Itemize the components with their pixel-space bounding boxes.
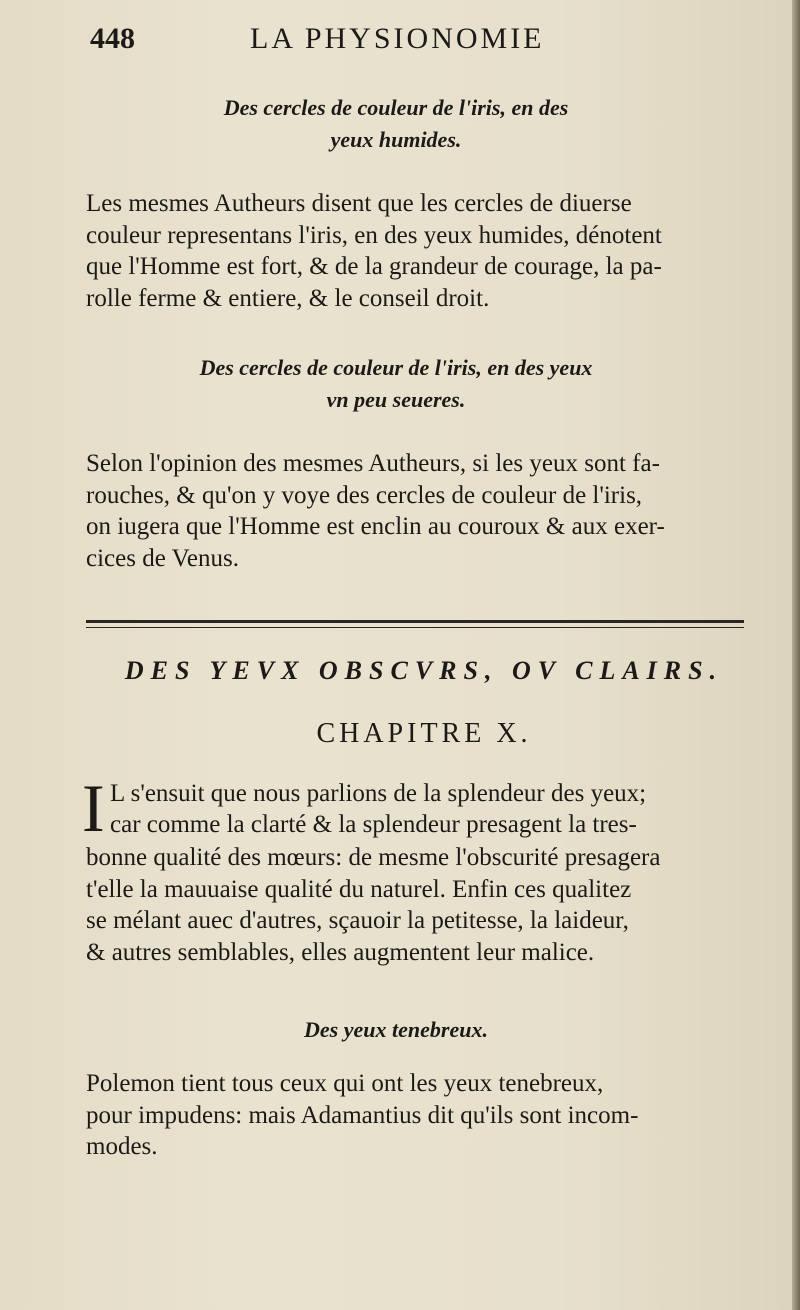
drop-cap: I	[82, 770, 105, 846]
text-line: rouches, & qu'on y voye des cercles de couleur de l'iris,	[86, 481, 643, 509]
chapter-number: CHAPITRE X.	[316, 718, 532, 749]
paragraph	[110, 778, 762, 810]
running-title: LA PHYSIONOMIE	[250, 22, 545, 55]
page-number: 448	[90, 22, 135, 55]
paragraph	[110, 809, 762, 841]
text-line: & autres semblables, elles augmentent leur malice.	[86, 938, 595, 966]
chapter-heading: DES YEVX OBSCVRS, OV CLAIRS.	[124, 656, 724, 685]
text-line: pour impudens: mais Adamantius dit qu'ils sont incom-	[86, 1101, 639, 1129]
horizontal-rule	[86, 620, 744, 623]
text-line: t'elle la mauuaise qualité du naturel. Enfin ces qualitez	[86, 875, 632, 903]
paragraph	[86, 188, 762, 314]
text-line: car comme la clarté & la splendeur presagent la tres-	[110, 811, 637, 838]
text-line: bonne qualité des mœurs: de mesme l'obscurité presagera	[86, 844, 661, 871]
text-line: Selon l'opinion des mesmes Autheurs, si les yeux sont fa-	[86, 450, 660, 477]
text-line: modes.	[86, 1133, 158, 1160]
running-head	[80, 22, 732, 62]
text-line: couleur representans l'iris, en des yeux humides, dénotent	[86, 221, 662, 249]
text-line: on iugera que l'Homme est enclin au couroux & aux exer-	[86, 513, 665, 540]
text-line: Les mesmes Autheurs disent que les cercles de diuerse	[86, 190, 632, 217]
heading-line: vn peu seueres.	[326, 387, 466, 412]
paragraph	[86, 842, 762, 968]
horizontal-rule	[86, 627, 744, 628]
text-line: L s'ensuit que nous parlions de la splendeur des yeux;	[110, 780, 647, 807]
section-heading	[60, 1014, 732, 1046]
page-edge	[792, 0, 800, 1310]
heading-line: Des yeux tenebreux.	[304, 1017, 488, 1042]
paragraph	[86, 448, 762, 574]
heading-line: Des cercles de couleur de l'iris, en des yeux	[199, 355, 593, 380]
paragraph	[86, 1068, 762, 1163]
text-line: se mélant auec d'autres, sçauoir la petitesse, la laideur,	[86, 907, 629, 934]
heading-line: yeux humides.	[330, 127, 462, 152]
section-heading	[60, 92, 732, 156]
text-line: que l'Homme est fort, & de la grandeur de courage, la pa-	[86, 253, 662, 280]
section-heading	[60, 352, 732, 416]
text-line: cices de Venus.	[86, 544, 239, 572]
text-line: rolle ferme & entiere, & le conseil droit.	[86, 284, 490, 312]
text-line: Polemon tient tous ceux qui ont les yeux tenebreux,	[86, 1070, 604, 1097]
heading-line: Des cercles de couleur de l'iris, en des	[223, 95, 569, 120]
